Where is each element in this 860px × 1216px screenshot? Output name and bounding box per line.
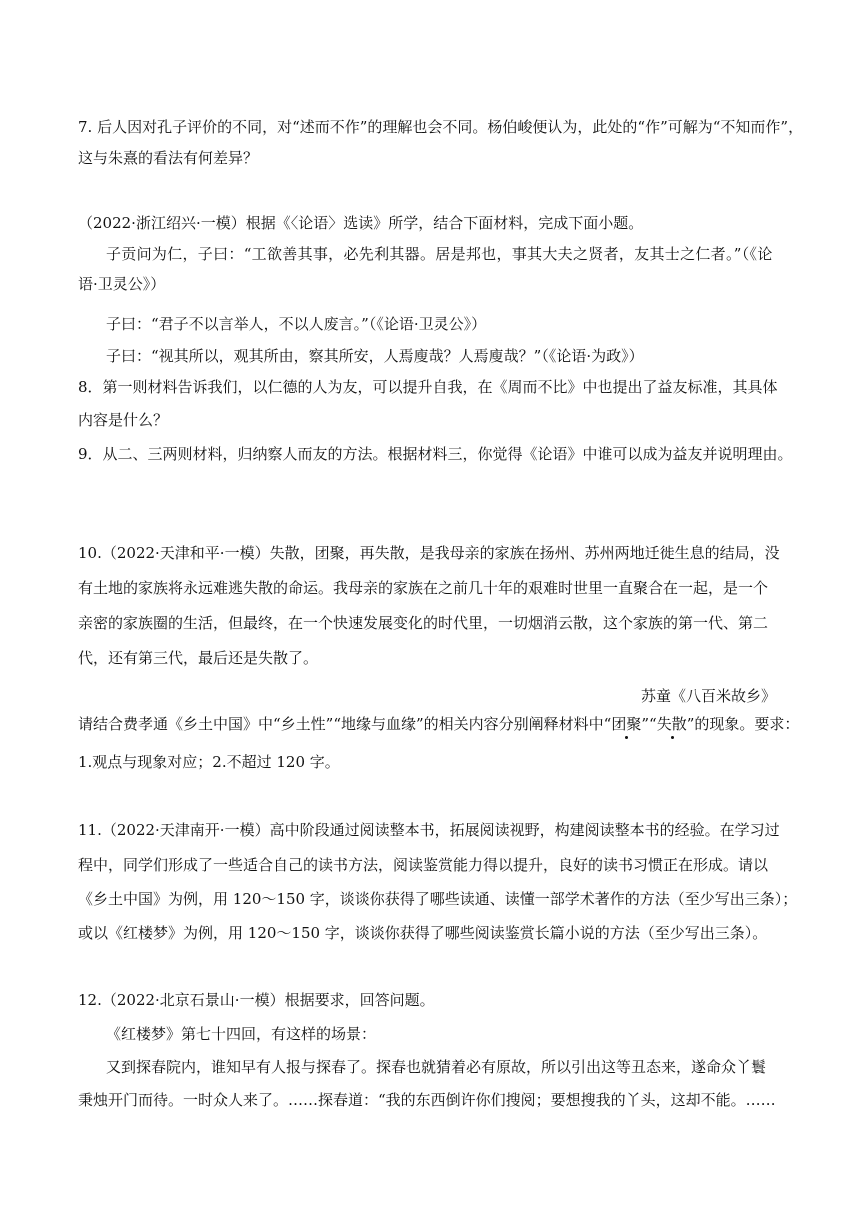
q7-line-2: 这与朱熹的看法有何差异？ (78, 149, 259, 167)
material-3: 子曰：“视其所以，观其所由，察其所安，人焉廋哉？人焉廋哉？”（《论语·为政》） (106, 347, 644, 365)
q11-line-1: 11.（2022·天津南开·一模）高中阶段通过阅读整本书，拓展阅读视野，构建阅读整本书的经验。在学习过 (78, 821, 780, 839)
q10-line-1: 10.（2022·天津和平·一模）失散，团聚，再失散，是我母亲的家族在扬州、苏州两地迁徙生息的结局，没 (78, 544, 780, 562)
q10-line-2: 有土地的家族将永远难逃失散的命运。我母亲的家族在之前几十年的艰难时世里一直聚合在一起，是一个 (78, 579, 769, 597)
q10-requirement (78, 714, 799, 734)
q11-line-3: 《乡土中国》为例，用 120～150 字，谈谈你获得了哪些读通、读懂一部学术著作的方法（至少写出三条）； (78, 890, 798, 908)
q12-line-4: 秉烛开门而待。一时众人来了。……探春道：“我的东西倒许你们搜阅；要想搜我的丫头，这却不能。…… (78, 1091, 776, 1109)
q10-source: 苏童《八百米故乡》 (640, 687, 776, 705)
q12-line-2: 《红楼梦》第七十四回，有这样的场景： (106, 1025, 377, 1043)
q12-line-3: 又到探春院内，谁知早有人报与探春了。探春也就猜着必有原故，所以引出这等丑态来，遂命众丫鬟 (106, 1058, 767, 1076)
q10-requirement-line-2: 1.观点与现象对应；2.不超过 120 字。 (78, 753, 340, 771)
q8-line-2: 内容是什么？ (78, 411, 169, 429)
material-1-line-2: 语·卫灵公》） (78, 275, 166, 293)
q10-line-4: 代，还有第三代，最后还是失散了。 (78, 649, 319, 667)
q11-line-4: 或以《红楼梦》为例，用 120～150 字，谈谈你获得了哪些阅读鉴赏长篇小说的方法（至少写出三条）。 (78, 924, 768, 942)
q10-line-3: 亲密的家族圈的生活，但最终，在一个快速发展变化的时代里，一切烟消云散，这个家族的第一代、第二 (78, 614, 769, 632)
emphasized-word-tuanju: 团聚 (611, 715, 642, 733)
requirement-text-mid: ”“ (641, 715, 657, 733)
requirement-text-before: 请结合费孝通《乡土中国》中“乡土性”“地缘与血缘”的相关内容分别阐释材料中“ (78, 715, 612, 733)
material-1-line-1: 子贡问为仁，子曰：“工欲善其事，必先利其器。居是邦也，事其大夫之贤者，友其士之仁者。”（《论 (106, 245, 773, 263)
q9-text: 9．从二、三两则材料，归纳察人而友的方法。根据材料三，你觉得《论语》中谁可以成为益友并说明理由。 (78, 445, 793, 463)
material-2: 子曰：“君子不以言举人，不以人废言。”（《论语·卫灵公》） (106, 315, 487, 333)
emphasized-word-shisan: 失散 (656, 715, 687, 733)
q11-line-2: 程中，同学们形成了一些适合自己的读书方法，阅读鉴赏能力得以提升，良好的读书习惯正在形成。请以 (78, 856, 769, 874)
q7-line-1: 7. 后人因对孔子评价的不同，对“述而不作”的理解也会不同。杨伯峻便认为，此处的“作”可解为“不知而作”， (78, 118, 804, 136)
q12-line-1: 12.（2022·北京石景山·一模）根据要求，回答问题。 (78, 991, 435, 1009)
group8-intro: （2022·浙江绍兴·一模）根据《〈论语〉选读》所学，结合下面材料，完成下面小题。 (78, 214, 644, 232)
requirement-text-after: ”的现象。要求： (686, 715, 800, 733)
q8-line-1: 8．第一则材料告诉我们，以仁德的人为友，可以提升自我，在《周而不比》中也提出了益友标准，其具体 (78, 378, 778, 396)
